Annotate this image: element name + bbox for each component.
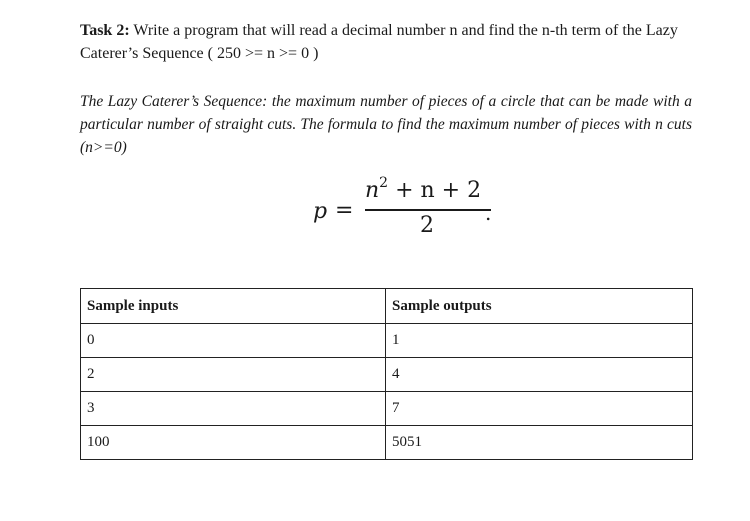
sample-output: 7 [386,392,693,426]
formula-lhs: p [313,199,328,224]
table-row [81,358,693,392]
task-statement [80,19,695,65]
table-header-row [81,289,693,324]
sample-input: 2 [81,358,386,392]
sample-output: 5051 [386,426,693,460]
sample-input: 100 [81,426,386,460]
formula-numerator-exponent: 2 [379,175,389,191]
sequence-description: The Lazy Caterer’s Sequence: the maximum number of pieces of a circle that can be made with a particular number of straight cuts. The formula to find the maximum number of pieces with n cuts (n>=0) [80,93,692,156]
table-row [81,392,693,426]
formula-numerator [365,175,481,203]
formula-equals: = [335,198,354,223]
sample-output: 1 [386,324,693,358]
fraction-bar [365,209,491,211]
formula-numerator-base: n [365,178,380,203]
formula [313,173,513,243]
formula-numerator-rest: + n + 2 [388,178,482,203]
formula-period: . [485,201,492,225]
sample-input: 0 [81,324,386,358]
table-row [81,426,693,460]
header-sample-outputs: Sample outputs [386,289,693,324]
task-text: Write a program that will read a decimal number n and find the n-th term of the Lazy Caterer’s Sequence ( 250 >= n >= 0 ) [80,22,678,62]
sample-output: 4 [386,358,693,392]
sample-input: 3 [81,392,386,426]
table-row [81,324,693,358]
task-label: Task 2: [80,22,130,39]
formula-denominator: 2 [420,213,434,238]
samples-table [80,288,693,460]
header-sample-inputs: Sample inputs [81,289,386,324]
